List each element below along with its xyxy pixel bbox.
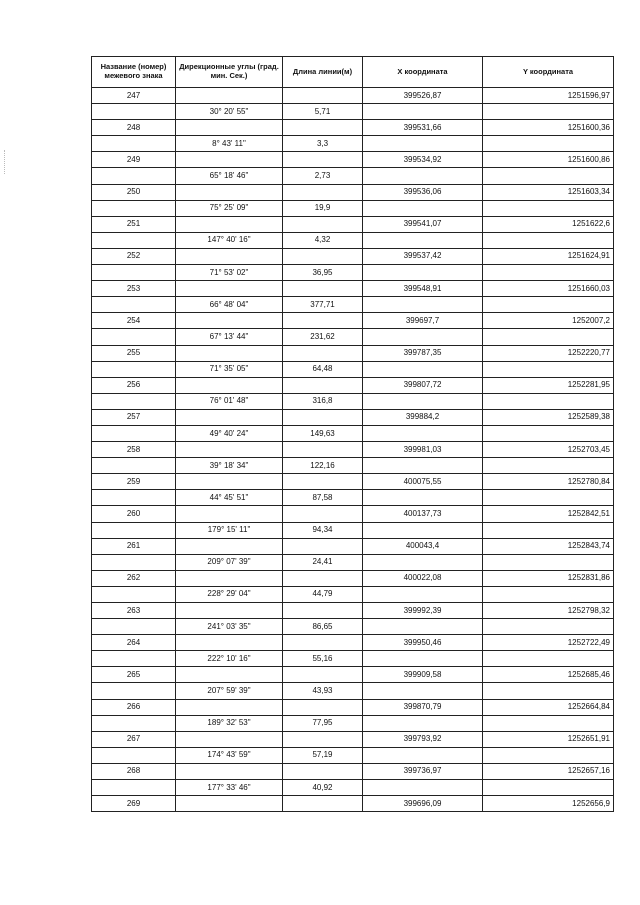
direction-angle-cell: 71° 35' 05": [176, 361, 283, 377]
x-coordinate-cell: 399884,2: [363, 409, 483, 425]
empty-cell: [176, 184, 283, 200]
empty-cell: [483, 490, 614, 506]
point-row: [92, 506, 614, 522]
empty-cell: [283, 281, 363, 297]
point-name-cell: 255: [92, 345, 176, 361]
point-row: [92, 88, 614, 104]
empty-cell: [363, 490, 483, 506]
empty-cell: [283, 409, 363, 425]
empty-cell: [283, 377, 363, 393]
point-name-cell: 258: [92, 442, 176, 458]
empty-cell: [363, 715, 483, 731]
point-name-cell: 252: [92, 248, 176, 264]
x-coordinate-cell: 399697,7: [363, 313, 483, 329]
line-length-cell: 44,79: [283, 586, 363, 602]
y-coordinate-cell: 1252589,38: [483, 409, 614, 425]
y-coordinate-cell: 1251596,97: [483, 88, 614, 104]
direction-angle-cell: 228° 29' 04": [176, 586, 283, 602]
segment-row: [92, 715, 614, 731]
segment-row: [92, 586, 614, 602]
empty-cell: [92, 747, 176, 763]
point-name-cell: 267: [92, 731, 176, 747]
direction-angle-cell: 222° 10' 16": [176, 651, 283, 667]
line-length-cell: 87,58: [283, 490, 363, 506]
point-name-cell: 262: [92, 570, 176, 586]
segment-row: [92, 683, 614, 699]
segment-row: [92, 136, 614, 152]
x-coordinate-cell: 399870,79: [363, 699, 483, 715]
segment-row: [92, 619, 614, 635]
segment-row: [92, 554, 614, 570]
point-row: [92, 248, 614, 264]
direction-angle-cell: 189° 32' 53": [176, 715, 283, 731]
empty-cell: [483, 619, 614, 635]
point-name-cell: 254: [92, 313, 176, 329]
line-length-cell: 231,62: [283, 329, 363, 345]
empty-cell: [363, 265, 483, 281]
empty-cell: [283, 635, 363, 651]
segment-row: [92, 265, 614, 281]
line-length-cell: 86,65: [283, 619, 363, 635]
direction-angle-cell: 174° 43' 59": [176, 747, 283, 763]
y-coordinate-cell: 1252703,45: [483, 442, 614, 458]
point-row: [92, 699, 614, 715]
empty-cell: [483, 168, 614, 184]
empty-cell: [92, 554, 176, 570]
line-length-cell: 55,16: [283, 651, 363, 667]
empty-cell: [176, 538, 283, 554]
empty-cell: [363, 200, 483, 216]
line-length-cell: 4,32: [283, 232, 363, 248]
empty-cell: [176, 699, 283, 715]
empty-cell: [92, 232, 176, 248]
empty-cell: [363, 168, 483, 184]
x-coordinate-cell: 399696,09: [363, 796, 483, 812]
empty-cell: [92, 780, 176, 796]
segment-row: [92, 297, 614, 313]
x-coordinate-cell: 399537,42: [363, 248, 483, 264]
point-name-cell: 264: [92, 635, 176, 651]
empty-cell: [283, 345, 363, 361]
empty-cell: [483, 104, 614, 120]
empty-cell: [92, 522, 176, 538]
point-row: [92, 635, 614, 651]
direction-angle-cell: 67° 13' 44": [176, 329, 283, 345]
empty-cell: [92, 200, 176, 216]
empty-cell: [283, 442, 363, 458]
line-length-cell: 3,3: [283, 136, 363, 152]
line-length-cell: 43,93: [283, 683, 363, 699]
empty-cell: [363, 522, 483, 538]
y-coordinate-cell: 1252780,84: [483, 474, 614, 490]
line-length-cell: 64,48: [283, 361, 363, 377]
point-row: [92, 120, 614, 136]
x-coordinate-cell: 399548,91: [363, 281, 483, 297]
point-row: [92, 667, 614, 683]
empty-cell: [483, 393, 614, 409]
point-name-cell: 256: [92, 377, 176, 393]
y-coordinate-cell: 1252843,74: [483, 538, 614, 554]
direction-angle-cell: 49° 40' 24": [176, 425, 283, 441]
empty-cell: [176, 345, 283, 361]
empty-cell: [483, 522, 614, 538]
point-name-cell: 249: [92, 152, 176, 168]
empty-cell: [92, 619, 176, 635]
line-length-cell: 5,71: [283, 104, 363, 120]
empty-cell: [363, 329, 483, 345]
empty-cell: [363, 361, 483, 377]
empty-cell: [283, 88, 363, 104]
line-length-cell: 19,9: [283, 200, 363, 216]
margin-mark: [4, 150, 6, 174]
empty-cell: [283, 184, 363, 200]
segment-row: [92, 522, 614, 538]
empty-cell: [283, 120, 363, 136]
empty-cell: [92, 104, 176, 120]
y-coordinate-cell: 1251660,03: [483, 281, 614, 297]
empty-cell: [483, 136, 614, 152]
table-header-row: [92, 57, 614, 88]
point-row: [92, 152, 614, 168]
line-length-cell: 24,41: [283, 554, 363, 570]
y-coordinate-cell: 1252007,2: [483, 313, 614, 329]
empty-cell: [283, 667, 363, 683]
segment-row: [92, 232, 614, 248]
empty-cell: [483, 683, 614, 699]
y-coordinate-cell: 1252842,51: [483, 506, 614, 522]
empty-cell: [176, 248, 283, 264]
y-coordinate-cell: 1252664,84: [483, 699, 614, 715]
point-name-cell: 248: [92, 120, 176, 136]
empty-cell: [92, 586, 176, 602]
empty-cell: [283, 506, 363, 522]
line-length-cell: 94,34: [283, 522, 363, 538]
empty-cell: [283, 796, 363, 812]
y-coordinate-cell: 1252220,77: [483, 345, 614, 361]
point-name-cell: 263: [92, 603, 176, 619]
line-length-cell: 122,16: [283, 458, 363, 474]
empty-cell: [176, 409, 283, 425]
direction-angle-cell: 8° 43' 11": [176, 136, 283, 152]
empty-cell: [483, 715, 614, 731]
empty-cell: [92, 683, 176, 699]
empty-cell: [176, 152, 283, 168]
point-name-cell: 269: [92, 796, 176, 812]
line-length-cell: 40,92: [283, 780, 363, 796]
point-name-cell: 257: [92, 409, 176, 425]
empty-cell: [363, 104, 483, 120]
empty-cell: [92, 361, 176, 377]
empty-cell: [483, 200, 614, 216]
x-coordinate-cell: 400022,08: [363, 570, 483, 586]
y-coordinate-cell: 1252657,16: [483, 763, 614, 779]
empty-cell: [92, 265, 176, 281]
empty-cell: [176, 120, 283, 136]
direction-angle-cell: 241° 03' 35": [176, 619, 283, 635]
segment-row: [92, 747, 614, 763]
empty-cell: [92, 297, 176, 313]
line-length-cell: 57,19: [283, 747, 363, 763]
line-length-cell: 77,95: [283, 715, 363, 731]
direction-angle-cell: 75° 25' 09": [176, 200, 283, 216]
x-coordinate-cell: 399807,72: [363, 377, 483, 393]
point-row: [92, 538, 614, 554]
direction-angle-cell: 39° 18' 34": [176, 458, 283, 474]
empty-cell: [176, 474, 283, 490]
empty-cell: [283, 313, 363, 329]
direction-angle-cell: 177° 33' 46": [176, 780, 283, 796]
empty-cell: [483, 265, 614, 281]
segment-row: [92, 490, 614, 506]
point-name-cell: 261: [92, 538, 176, 554]
boundary-points-table: [91, 56, 614, 812]
empty-cell: [483, 361, 614, 377]
header-point-name: Название (номер) межевого знака: [92, 57, 176, 88]
empty-cell: [483, 232, 614, 248]
empty-cell: [363, 651, 483, 667]
y-coordinate-cell: 1251603,34: [483, 184, 614, 200]
x-coordinate-cell: 399531,66: [363, 120, 483, 136]
empty-cell: [483, 425, 614, 441]
empty-cell: [176, 603, 283, 619]
point-name-cell: 260: [92, 506, 176, 522]
point-row: [92, 570, 614, 586]
empty-cell: [483, 329, 614, 345]
y-coordinate-cell: 1252798,32: [483, 603, 614, 619]
point-row: [92, 184, 614, 200]
line-length-cell: 377,71: [283, 297, 363, 313]
empty-cell: [363, 393, 483, 409]
empty-cell: [483, 554, 614, 570]
empty-cell: [176, 796, 283, 812]
empty-cell: [283, 474, 363, 490]
empty-cell: [363, 619, 483, 635]
y-coordinate-cell: 1252722,49: [483, 635, 614, 651]
x-coordinate-cell: 399793,92: [363, 731, 483, 747]
empty-cell: [92, 715, 176, 731]
x-coordinate-cell: 399950,46: [363, 635, 483, 651]
segment-row: [92, 458, 614, 474]
empty-cell: [176, 216, 283, 232]
empty-cell: [92, 168, 176, 184]
point-name-cell: 251: [92, 216, 176, 232]
x-coordinate-cell: 399992,39: [363, 603, 483, 619]
direction-angle-cell: 65° 18' 46": [176, 168, 283, 184]
empty-cell: [363, 425, 483, 441]
x-coordinate-cell: 399541,07: [363, 216, 483, 232]
y-coordinate-cell: 1251624,91: [483, 248, 614, 264]
segment-row: [92, 393, 614, 409]
segment-row: [92, 425, 614, 441]
point-row: [92, 377, 614, 393]
segment-row: [92, 104, 614, 120]
direction-angle-cell: 147° 40' 16": [176, 232, 283, 248]
point-name-cell: 259: [92, 474, 176, 490]
empty-cell: [483, 780, 614, 796]
header-y-coordinate: Y координата: [483, 57, 614, 88]
empty-cell: [283, 216, 363, 232]
empty-cell: [176, 442, 283, 458]
line-length-cell: 36,95: [283, 265, 363, 281]
empty-cell: [363, 683, 483, 699]
empty-cell: [176, 667, 283, 683]
empty-cell: [483, 297, 614, 313]
empty-cell: [176, 281, 283, 297]
header-x-coordinate: X координата: [363, 57, 483, 88]
direction-angle-cell: 207° 59' 39": [176, 683, 283, 699]
empty-cell: [363, 780, 483, 796]
line-length-cell: 316,8: [283, 393, 363, 409]
point-name-cell: 247: [92, 88, 176, 104]
empty-cell: [283, 763, 363, 779]
point-row: [92, 345, 614, 361]
y-coordinate-cell: 1251600,36: [483, 120, 614, 136]
point-row: [92, 763, 614, 779]
segment-row: [92, 651, 614, 667]
table-body: [92, 88, 614, 812]
x-coordinate-cell: 399981,03: [363, 442, 483, 458]
empty-cell: [363, 232, 483, 248]
empty-cell: [176, 635, 283, 651]
segment-row: [92, 329, 614, 345]
point-row: [92, 603, 614, 619]
empty-cell: [283, 699, 363, 715]
empty-cell: [92, 490, 176, 506]
empty-cell: [176, 88, 283, 104]
segment-row: [92, 168, 614, 184]
y-coordinate-cell: 1251600,86: [483, 152, 614, 168]
empty-cell: [483, 747, 614, 763]
point-row: [92, 474, 614, 490]
x-coordinate-cell: 399787,35: [363, 345, 483, 361]
point-name-cell: 268: [92, 763, 176, 779]
direction-angle-cell: 71° 53' 02": [176, 265, 283, 281]
empty-cell: [363, 136, 483, 152]
empty-cell: [483, 458, 614, 474]
point-name-cell: 250: [92, 184, 176, 200]
empty-cell: [483, 651, 614, 667]
empty-cell: [176, 313, 283, 329]
segment-row: [92, 200, 614, 216]
point-row: [92, 281, 614, 297]
empty-cell: [283, 152, 363, 168]
direction-angle-cell: 179° 15' 11": [176, 522, 283, 538]
empty-cell: [92, 136, 176, 152]
x-coordinate-cell: 400075,55: [363, 474, 483, 490]
empty-cell: [283, 731, 363, 747]
point-name-cell: 266: [92, 699, 176, 715]
point-name-cell: 253: [92, 281, 176, 297]
line-length-cell: 149,63: [283, 425, 363, 441]
direction-angle-cell: 66° 48' 04": [176, 297, 283, 313]
header-direction-angle: Дирекционные углы (град. мин. Сек.): [176, 57, 283, 88]
empty-cell: [92, 425, 176, 441]
empty-cell: [176, 570, 283, 586]
y-coordinate-cell: 1252656,9: [483, 796, 614, 812]
empty-cell: [283, 603, 363, 619]
y-coordinate-cell: 1252831,86: [483, 570, 614, 586]
empty-cell: [363, 747, 483, 763]
y-coordinate-cell: 1252281,95: [483, 377, 614, 393]
y-coordinate-cell: 1251622,6: [483, 216, 614, 232]
empty-cell: [176, 731, 283, 747]
empty-cell: [92, 393, 176, 409]
empty-cell: [176, 763, 283, 779]
point-row: [92, 409, 614, 425]
empty-cell: [363, 297, 483, 313]
x-coordinate-cell: 400137,73: [363, 506, 483, 522]
line-length-cell: 2,73: [283, 168, 363, 184]
header-line-length: Длина линии(м): [283, 57, 363, 88]
x-coordinate-cell: 399534,92: [363, 152, 483, 168]
empty-cell: [283, 538, 363, 554]
point-row: [92, 731, 614, 747]
segment-row: [92, 361, 614, 377]
empty-cell: [483, 586, 614, 602]
empty-cell: [92, 329, 176, 345]
direction-angle-cell: 30° 20' 55": [176, 104, 283, 120]
y-coordinate-cell: 1252651,91: [483, 731, 614, 747]
empty-cell: [283, 570, 363, 586]
direction-angle-cell: 209° 07' 39": [176, 554, 283, 570]
x-coordinate-cell: 399526,87: [363, 88, 483, 104]
point-row: [92, 216, 614, 232]
x-coordinate-cell: 399736,97: [363, 763, 483, 779]
x-coordinate-cell: 399909,58: [363, 667, 483, 683]
empty-cell: [176, 506, 283, 522]
empty-cell: [363, 458, 483, 474]
y-coordinate-cell: 1252685,46: [483, 667, 614, 683]
point-row: [92, 442, 614, 458]
point-row: [92, 313, 614, 329]
point-row: [92, 796, 614, 812]
x-coordinate-cell: 399536,06: [363, 184, 483, 200]
segment-row: [92, 780, 614, 796]
empty-cell: [92, 651, 176, 667]
empty-cell: [283, 248, 363, 264]
direction-angle-cell: 44° 45' 51": [176, 490, 283, 506]
empty-cell: [363, 586, 483, 602]
x-coordinate-cell: 400043,4: [363, 538, 483, 554]
direction-angle-cell: 76° 01' 48": [176, 393, 283, 409]
empty-cell: [363, 554, 483, 570]
point-name-cell: 265: [92, 667, 176, 683]
empty-cell: [176, 377, 283, 393]
empty-cell: [92, 458, 176, 474]
